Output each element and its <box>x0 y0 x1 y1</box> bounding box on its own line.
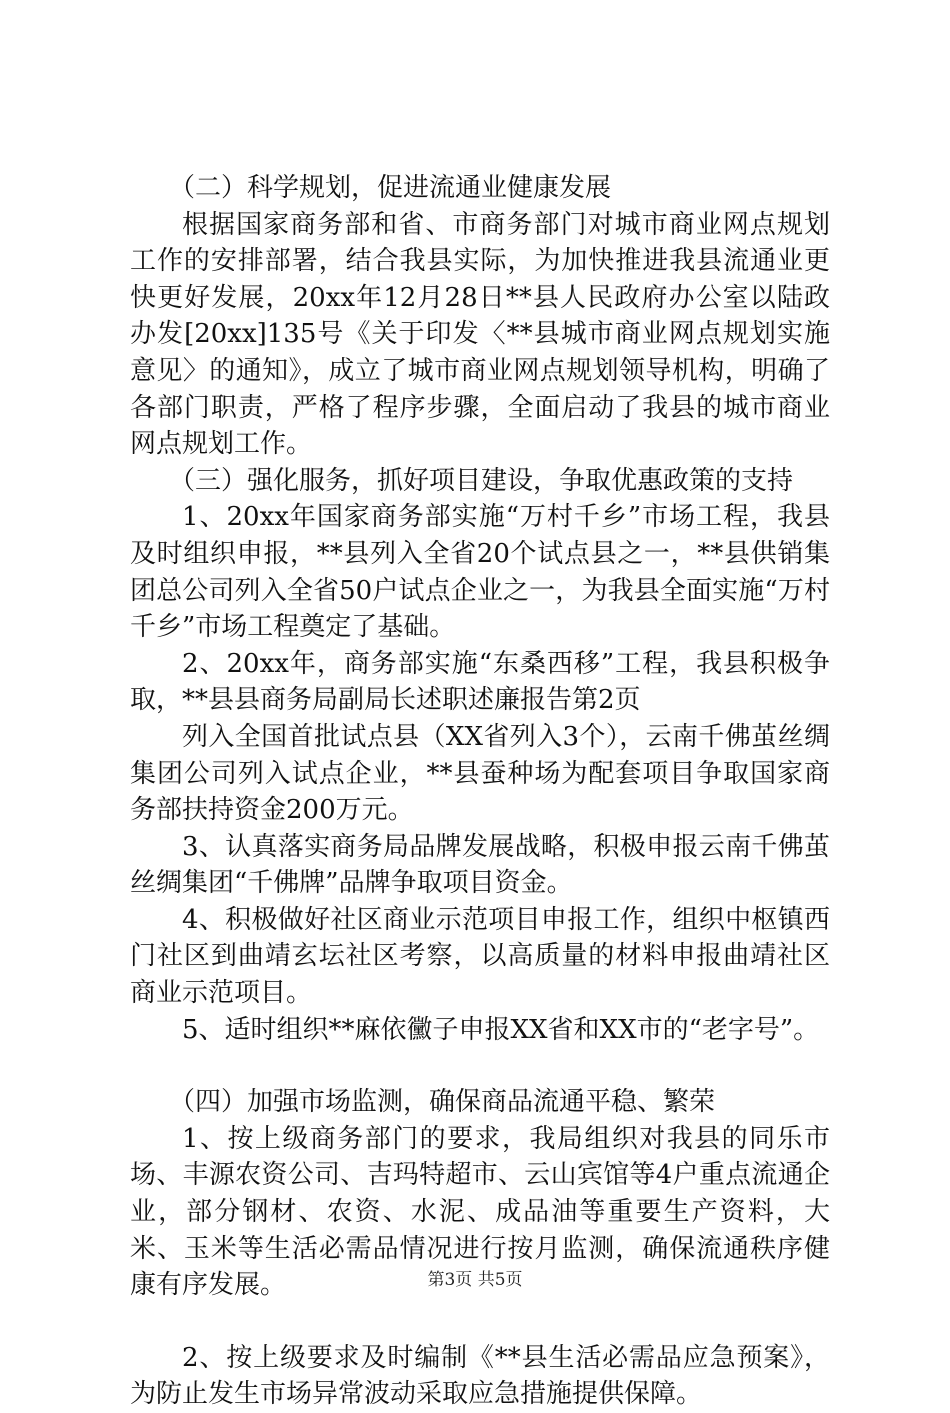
section-heading-2: （二）科学规划，促进流通业健康发展 <box>169 173 612 203</box>
paragraph: 3、认真落实商务局品牌发展战略，积极申报云南千佛茧丝绸集团“千佛牌”品牌争取项目资金。 <box>130 831 830 899</box>
paragraph: 5、适时组织**麻依黴子申报XX省和XX市的“老字号”。 <box>182 1014 820 1045</box>
paragraph: 根据国家商务部和省、市商务部门对城市商业网点规划工作的安排部署，结合我县实际，为加快推进我县流通业更快更好发展，20xx年12月28日**县人民政府办公室以陆政办发[20xx]135号《关于印发〈**县城市商业网点规划实施意见〉的通知》，成立了城市商业网点规划领导机构，明确了各部门职责，严格了程序步骤，全面启动了我县的城市商业网点规划工作。 <box>130 209 830 460</box>
section-heading-4: （四）加强市场监测，确保商品流通平稳、繁荣 <box>169 1087 716 1118</box>
section-heading-3: （三）强化服务，抓好项目建设，争取优惠政策的支持 <box>169 465 794 496</box>
paragraph: 1、按上级商务部门的要求，我局组织对我县的同乐市场、丰源农资公司、吉玛特超市、云山宾馆等4户重点流通企业，部分钢材、农资、水泥、成品油等重要生产资料，大米、玉米等生活必需品情况进行按月监测，确保流通秩序健康有序发展。 <box>130 1123 830 1301</box>
paragraph: 1、20xx年国家商务部实施“万村千乡”市场工程，我县及时组织申报，**县列入全省20个试点县之一，**县供销集团总公司列入全省50户试点企业之一，为我县全面实施“万村千乡”市场工程奠定了基础。 <box>130 502 830 643</box>
paragraph: 列入全国首批试点县（XX省列入3个），云南千佛茧丝绸集团公司列入试点企业，**县蚕种场为配套项目争取国家商务部扶持资金200万元。 <box>130 721 830 826</box>
page-indicator: 第3页 共5页 <box>427 1270 523 1290</box>
page-footer <box>0 1265 950 1290</box>
paragraph: 4、积极做好社区商业示范项目申报工作，组织中枢镇西门社区到曲靖玄坛社区考察，以高质量的材料申报曲靖社区商业示范项目。 <box>130 904 830 1009</box>
document-body <box>130 170 830 1413</box>
paragraph: 2、按上级要求及时编制《**县生活必需品应急预案》，为防止发生市场异常波动采取应急措施提供保障。 <box>130 1342 830 1410</box>
paragraph: 2、20xx年，商务部实施“东桑西移”工程，我县积极争取，**县县商务局副局长述职述廉报告第2页 <box>130 648 830 716</box>
